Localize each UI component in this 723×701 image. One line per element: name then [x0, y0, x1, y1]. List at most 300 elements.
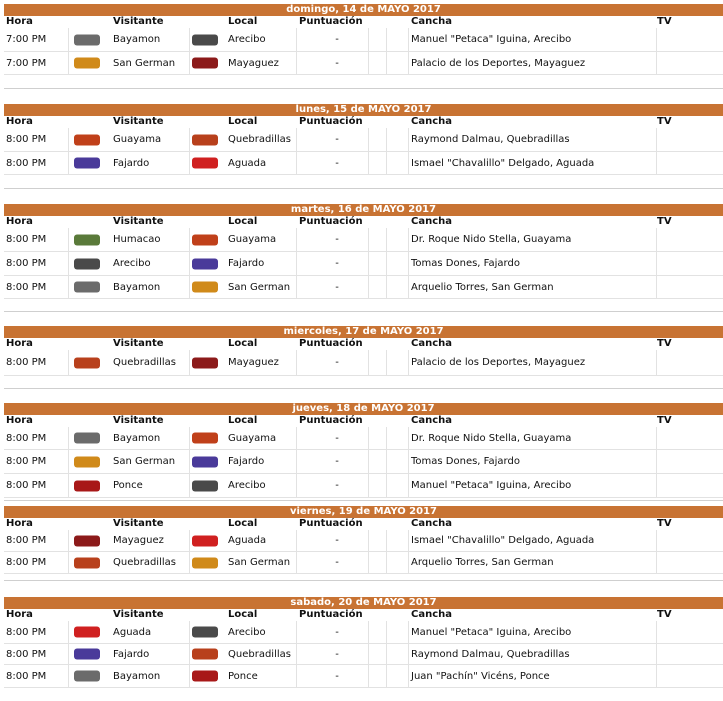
- visitor-team: San German: [113, 57, 176, 69]
- header-cancha: Cancha: [411, 116, 453, 127]
- header-puntuacion: Puntuación: [299, 216, 363, 227]
- cell-divider: [368, 52, 369, 74]
- cell-divider: [408, 644, 409, 664]
- cell-divider: [656, 152, 657, 174]
- visitor-team: Bayamon: [113, 34, 161, 45]
- cell-divider: [189, 644, 190, 664]
- visitor-team: Bayamon: [113, 432, 161, 444]
- cell-divider: [189, 350, 190, 375]
- visitor-team: Ponce: [113, 480, 143, 491]
- cell-divider: [368, 644, 369, 664]
- game-row: [4, 427, 723, 450]
- visitor-team: Aguada: [113, 626, 152, 638]
- column-header-row: [4, 338, 723, 350]
- header-visitante: Visitante: [113, 338, 164, 349]
- aguada-santeros-logo-icon: [192, 158, 218, 169]
- cell-divider: [296, 530, 297, 551]
- mayaguez-indios-logo-icon: [74, 535, 100, 546]
- header-visitante: Visitante: [113, 415, 164, 426]
- cell-divider: [656, 474, 657, 497]
- game-time: 8:00 PM: [6, 648, 47, 660]
- home-team: Guayama: [228, 234, 277, 245]
- header-puntuacion: Puntuación: [299, 518, 363, 529]
- header-puntuacion: Puntuación: [299, 16, 363, 27]
- score: -: [335, 626, 339, 638]
- game-time: 8:00 PM: [6, 670, 47, 682]
- cell-divider: [386, 252, 387, 275]
- cell-divider: [656, 228, 657, 251]
- venue: Raymond Dalmau, Quebradillas: [411, 648, 570, 660]
- score: -: [335, 157, 339, 169]
- cell-divider: [386, 450, 387, 473]
- score: -: [335, 432, 339, 444]
- cell-divider: [68, 644, 69, 664]
- fajardo-cariduros-logo-icon: [192, 258, 218, 269]
- ponce-leones-logo-icon: [192, 671, 218, 682]
- cell-divider: [386, 350, 387, 375]
- game-time: 8:00 PM: [6, 234, 47, 245]
- header-tv: TV: [657, 216, 672, 227]
- cell-divider: [656, 530, 657, 551]
- cell-divider: [296, 450, 297, 473]
- header-hora: Hora: [6, 415, 33, 426]
- venue: Manuel "Petaca" Iguina, Arecibo: [411, 626, 572, 638]
- day-section: [4, 326, 723, 376]
- score: -: [335, 480, 339, 491]
- venue: Dr. Roque Nido Stella, Guayama: [411, 234, 572, 245]
- game-time: 8:00 PM: [6, 456, 47, 467]
- header-tv: TV: [657, 415, 672, 426]
- header-visitante: Visitante: [113, 518, 164, 529]
- cell-divider: [656, 28, 657, 51]
- header-hora: Hora: [6, 116, 33, 127]
- cell-divider: [386, 228, 387, 251]
- day-title: sabado, 20 de MAYO 2017: [4, 597, 723, 609]
- game-row: [4, 644, 723, 665]
- venue: Palacio de los Deportes, Mayaguez: [411, 57, 586, 69]
- bayamon-vaqueros-logo-icon: [74, 282, 100, 293]
- section-divider: [4, 500, 723, 501]
- game-row: [4, 152, 723, 175]
- venue: Manuel "Petaca" Iguina, Arecibo: [411, 480, 572, 491]
- cell-divider: [408, 450, 409, 473]
- cell-divider: [189, 427, 190, 449]
- column-header-row: [4, 415, 723, 427]
- cell-divider: [296, 644, 297, 664]
- venue: Tomas Dones, Fajardo: [411, 258, 520, 269]
- cell-divider: [386, 152, 387, 174]
- day-section: [4, 104, 723, 175]
- game-time: 8:00 PM: [6, 157, 47, 169]
- cell-divider: [368, 621, 369, 643]
- cell-divider: [68, 52, 69, 74]
- game-row: [4, 252, 723, 276]
- visitor-team: Quebradillas: [113, 557, 176, 568]
- day-title: jueves, 18 de MAYO 2017: [4, 403, 723, 415]
- game-time: 7:00 PM: [6, 34, 47, 45]
- header-puntuacion: Puntuación: [299, 609, 363, 620]
- home-team: Fajardo: [228, 258, 265, 269]
- quebradillas-piratas-logo-icon: [192, 134, 218, 145]
- header-hora: Hora: [6, 16, 33, 27]
- game-time: 8:00 PM: [6, 357, 47, 368]
- home-team: San German: [228, 281, 291, 293]
- cell-divider: [368, 552, 369, 573]
- arecibo-capitanes-logo-icon: [192, 480, 218, 491]
- cell-divider: [386, 52, 387, 74]
- cell-divider: [368, 427, 369, 449]
- day-section: [4, 597, 723, 688]
- score: -: [335, 357, 339, 368]
- venue: Ismael "Chavalillo" Delgado, Aguada: [411, 157, 595, 169]
- column-header-row: [4, 518, 723, 530]
- day-section: [4, 403, 723, 498]
- score: -: [335, 648, 339, 660]
- quebradillas-piratas-logo-icon: [74, 357, 100, 368]
- column-header-row: [4, 16, 723, 28]
- guayama-brujos-logo-icon: [74, 134, 100, 145]
- arecibo-capitanes-logo-icon: [74, 258, 100, 269]
- cell-divider: [656, 252, 657, 275]
- visitor-team: Humacao: [113, 234, 161, 245]
- header-hora: Hora: [6, 609, 33, 620]
- mayaguez-indios-logo-icon: [192, 58, 218, 69]
- cell-divider: [408, 552, 409, 573]
- cell-divider: [656, 450, 657, 473]
- header-visitante: Visitante: [113, 216, 164, 227]
- home-team: Quebradillas: [228, 648, 291, 660]
- cell-divider: [408, 128, 409, 151]
- cell-divider: [656, 52, 657, 74]
- cell-divider: [386, 276, 387, 298]
- game-row: [4, 52, 723, 75]
- cell-divider: [189, 52, 190, 74]
- san-german-atleticos-logo-icon: [192, 557, 218, 568]
- venue: Tomas Dones, Fajardo: [411, 456, 520, 467]
- column-header-row: [4, 216, 723, 228]
- score: -: [335, 281, 339, 293]
- game-time: 8:00 PM: [6, 134, 47, 145]
- score: -: [335, 456, 339, 467]
- cell-divider: [656, 350, 657, 375]
- cell-divider: [656, 644, 657, 664]
- game-row: [4, 28, 723, 52]
- cell-divider: [68, 665, 69, 687]
- header-puntuacion: Puntuación: [299, 415, 363, 426]
- cell-divider: [368, 350, 369, 375]
- score: -: [335, 234, 339, 245]
- game-row: [4, 474, 723, 498]
- venue: Palacio de los Deportes, Mayaguez: [411, 357, 586, 368]
- section-divider: [4, 388, 723, 389]
- game-time: 8:00 PM: [6, 557, 47, 568]
- cell-divider: [68, 474, 69, 497]
- visitor-team: Arecibo: [113, 258, 151, 269]
- cell-divider: [68, 152, 69, 174]
- visitor-team: San German: [113, 456, 176, 467]
- fajardo-cariduros-logo-icon: [74, 158, 100, 169]
- cell-divider: [408, 530, 409, 551]
- score: -: [335, 535, 339, 546]
- bayamon-vaqueros-logo-icon: [74, 34, 100, 45]
- cell-divider: [386, 665, 387, 687]
- cell-divider: [296, 552, 297, 573]
- score: -: [335, 670, 339, 682]
- game-row: [4, 552, 723, 574]
- header-visitante: Visitante: [113, 116, 164, 127]
- game-time: 8:00 PM: [6, 535, 47, 546]
- venue: Raymond Dalmau, Quebradillas: [411, 134, 570, 145]
- home-team: Arecibo: [228, 626, 266, 638]
- cell-divider: [656, 552, 657, 573]
- header-tv: TV: [657, 116, 672, 127]
- cell-divider: [386, 427, 387, 449]
- header-local: Local: [228, 116, 258, 127]
- cell-divider: [189, 228, 190, 251]
- venue: Ismael "Chavalillo" Delgado, Aguada: [411, 535, 595, 546]
- game-time: 8:00 PM: [6, 432, 47, 444]
- cell-divider: [408, 228, 409, 251]
- cell-divider: [408, 665, 409, 687]
- header-cancha: Cancha: [411, 609, 453, 620]
- cell-divider: [296, 28, 297, 51]
- header-local: Local: [228, 609, 258, 620]
- cell-divider: [368, 665, 369, 687]
- san-german-atleticos-logo-icon: [74, 456, 100, 467]
- header-hora: Hora: [6, 216, 33, 227]
- venue: Manuel "Petaca" Iguina, Arecibo: [411, 34, 572, 45]
- cell-divider: [386, 474, 387, 497]
- ponce-leones-logo-icon: [74, 480, 100, 491]
- day-section: [4, 506, 723, 574]
- day-title: lunes, 15 de MAYO 2017: [4, 104, 723, 116]
- header-hora: Hora: [6, 518, 33, 529]
- cell-divider: [386, 128, 387, 151]
- game-row: [4, 350, 723, 376]
- cell-divider: [656, 665, 657, 687]
- cell-divider: [296, 152, 297, 174]
- home-team: Guayama: [228, 432, 277, 444]
- header-tv: TV: [657, 518, 672, 529]
- cell-divider: [368, 28, 369, 51]
- home-team: Mayaguez: [228, 357, 279, 368]
- cell-divider: [368, 474, 369, 497]
- venue: Dr. Roque Nido Stella, Guayama: [411, 432, 572, 444]
- cell-divider: [408, 152, 409, 174]
- cell-divider: [68, 350, 69, 375]
- game-time: 8:00 PM: [6, 626, 47, 638]
- home-team: Ponce: [228, 670, 258, 682]
- cell-divider: [189, 621, 190, 643]
- game-time: 8:00 PM: [6, 480, 47, 491]
- home-team: Aguada: [228, 535, 267, 546]
- header-cancha: Cancha: [411, 216, 453, 227]
- cell-divider: [408, 621, 409, 643]
- day-title: martes, 16 de MAYO 2017: [4, 204, 723, 216]
- venue: Juan "Pachín" Vicéns, Ponce: [411, 670, 550, 682]
- cell-divider: [386, 644, 387, 664]
- header-visitante: Visitante: [113, 16, 164, 27]
- cell-divider: [296, 228, 297, 251]
- cell-divider: [386, 621, 387, 643]
- day-section: [4, 204, 723, 299]
- section-divider: [4, 311, 723, 312]
- cell-divider: [296, 276, 297, 298]
- cell-divider: [189, 552, 190, 573]
- cell-divider: [386, 552, 387, 573]
- cell-divider: [189, 128, 190, 151]
- guayama-brujos-logo-icon: [192, 234, 218, 245]
- cell-divider: [296, 128, 297, 151]
- cell-divider: [189, 152, 190, 174]
- cell-divider: [408, 474, 409, 497]
- header-cancha: Cancha: [411, 16, 453, 27]
- column-header-row: [4, 609, 723, 621]
- section-divider: [4, 580, 723, 581]
- cell-divider: [189, 252, 190, 275]
- guayama-brujos-logo-icon: [192, 433, 218, 444]
- home-team: Mayaguez: [228, 57, 279, 69]
- cell-divider: [296, 621, 297, 643]
- venue: Arquelio Torres, San German: [411, 557, 554, 568]
- header-tv: TV: [657, 16, 672, 27]
- visitor-team: Fajardo: [113, 648, 150, 660]
- cell-divider: [368, 128, 369, 151]
- cell-divider: [656, 621, 657, 643]
- cell-divider: [296, 474, 297, 497]
- cell-divider: [296, 350, 297, 375]
- cell-divider: [189, 665, 190, 687]
- section-divider: [4, 188, 723, 189]
- game-row: [4, 621, 723, 644]
- cell-divider: [68, 128, 69, 151]
- cell-divider: [296, 665, 297, 687]
- game-row: [4, 530, 723, 552]
- cell-divider: [656, 427, 657, 449]
- cell-divider: [386, 530, 387, 551]
- cell-divider: [368, 252, 369, 275]
- home-team: San German: [228, 557, 291, 568]
- cell-divider: [189, 276, 190, 298]
- game-row: [4, 228, 723, 252]
- visitor-team: Bayamon: [113, 670, 161, 682]
- header-local: Local: [228, 415, 258, 426]
- fajardo-cariduros-logo-icon: [74, 649, 100, 660]
- arecibo-capitanes-logo-icon: [192, 34, 218, 45]
- cell-divider: [296, 252, 297, 275]
- score: -: [335, 258, 339, 269]
- cell-divider: [386, 28, 387, 51]
- cell-divider: [296, 427, 297, 449]
- game-time: 8:00 PM: [6, 258, 47, 269]
- quebradillas-piratas-logo-icon: [192, 649, 218, 660]
- cell-divider: [68, 427, 69, 449]
- cell-divider: [296, 52, 297, 74]
- cell-divider: [368, 228, 369, 251]
- humacao-grises-logo-icon: [74, 234, 100, 245]
- cell-divider: [368, 152, 369, 174]
- cell-divider: [68, 228, 69, 251]
- game-row: [4, 665, 723, 688]
- cell-divider: [68, 450, 69, 473]
- aguada-santeros-logo-icon: [74, 627, 100, 638]
- header-tv: TV: [657, 338, 672, 349]
- visitor-team: Guayama: [113, 134, 162, 145]
- header-local: Local: [228, 518, 258, 529]
- san-german-atleticos-logo-icon: [192, 282, 218, 293]
- game-time: 7:00 PM: [6, 57, 47, 69]
- aguada-santeros-logo-icon: [192, 535, 218, 546]
- bayamon-vaqueros-logo-icon: [74, 433, 100, 444]
- cell-divider: [656, 276, 657, 298]
- header-cancha: Cancha: [411, 518, 453, 529]
- home-team: Arecibo: [228, 480, 266, 491]
- cell-divider: [656, 128, 657, 151]
- cell-divider: [189, 530, 190, 551]
- quebradillas-piratas-logo-icon: [74, 557, 100, 568]
- visitor-team: Bayamon: [113, 281, 161, 293]
- header-local: Local: [228, 338, 258, 349]
- header-puntuacion: Puntuación: [299, 116, 363, 127]
- header-local: Local: [228, 216, 258, 227]
- cell-divider: [408, 252, 409, 275]
- cell-divider: [68, 28, 69, 51]
- game-time: 8:00 PM: [6, 281, 47, 293]
- day-title: miercoles, 17 de MAYO 2017: [4, 326, 723, 338]
- column-header-row: [4, 116, 723, 128]
- cell-divider: [68, 530, 69, 551]
- header-cancha: Cancha: [411, 415, 453, 426]
- san-german-atleticos-logo-icon: [74, 58, 100, 69]
- cell-divider: [368, 530, 369, 551]
- cell-divider: [408, 427, 409, 449]
- cell-divider: [189, 450, 190, 473]
- home-team: Quebradillas: [228, 134, 291, 145]
- cell-divider: [68, 621, 69, 643]
- score: -: [335, 134, 339, 145]
- bayamon-vaqueros-logo-icon: [74, 671, 100, 682]
- game-row: [4, 276, 723, 299]
- cell-divider: [408, 350, 409, 375]
- home-team: Aguada: [228, 157, 267, 169]
- mayaguez-indios-logo-icon: [192, 357, 218, 368]
- day-title: domingo, 14 de MAYO 2017: [4, 4, 723, 16]
- header-puntuacion: Puntuación: [299, 338, 363, 349]
- cell-divider: [68, 252, 69, 275]
- fajardo-cariduros-logo-icon: [192, 456, 218, 467]
- cell-divider: [368, 276, 369, 298]
- header-tv: TV: [657, 609, 672, 620]
- cell-divider: [408, 28, 409, 51]
- score: -: [335, 34, 339, 45]
- visitor-team: Mayaguez: [113, 535, 164, 546]
- cell-divider: [408, 276, 409, 298]
- game-row: [4, 128, 723, 152]
- header-hora: Hora: [6, 338, 33, 349]
- venue: Arquelio Torres, San German: [411, 281, 554, 293]
- day-section: [4, 4, 723, 75]
- header-local: Local: [228, 16, 258, 27]
- home-team: Arecibo: [228, 34, 266, 45]
- cell-divider: [368, 450, 369, 473]
- visitor-team: Quebradillas: [113, 357, 176, 368]
- arecibo-capitanes-logo-icon: [192, 627, 218, 638]
- cell-divider: [408, 52, 409, 74]
- game-row: [4, 450, 723, 474]
- cell-divider: [68, 276, 69, 298]
- score: -: [335, 557, 339, 568]
- home-team: Fajardo: [228, 456, 265, 467]
